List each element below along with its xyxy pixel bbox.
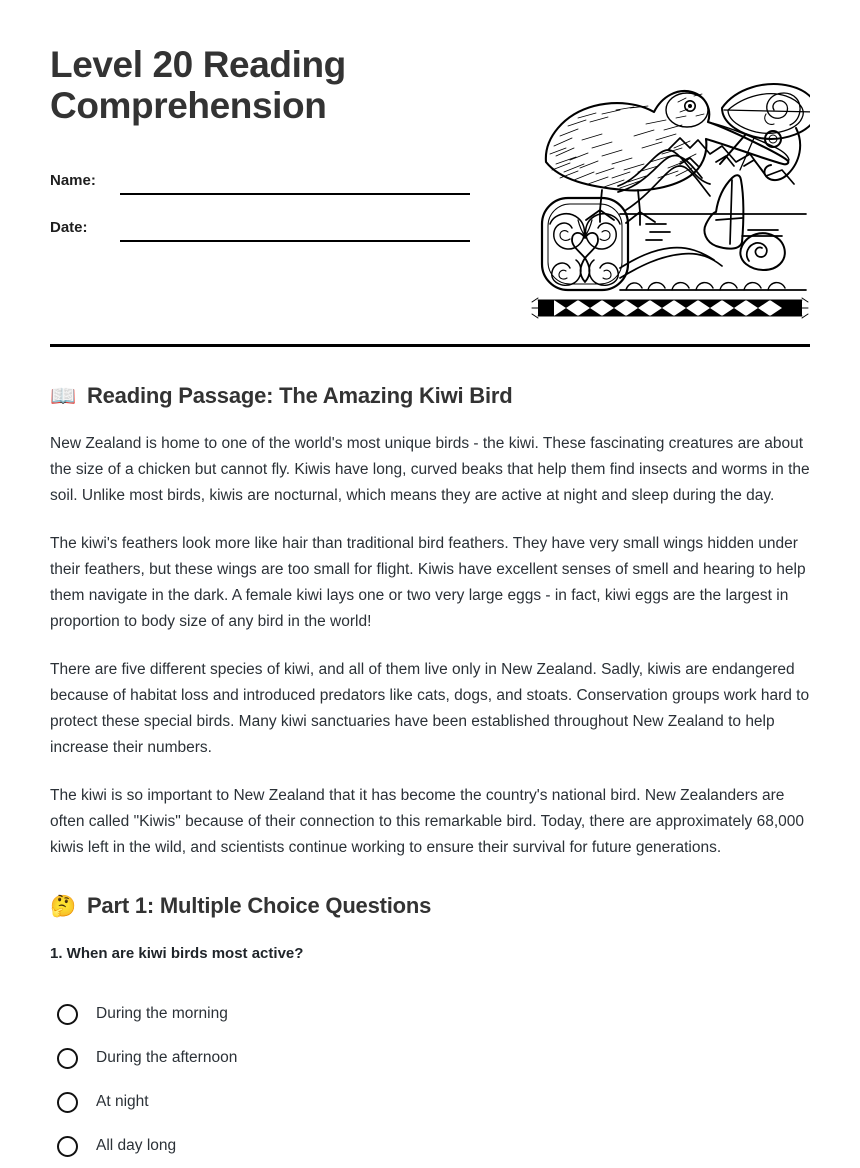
reading-passage-body — [50, 431, 810, 861]
koru-panel — [542, 198, 628, 290]
radio-button-icon[interactable] — [57, 1092, 78, 1113]
date-field-label: Date: — [50, 218, 88, 236]
question-block — [50, 945, 810, 1168]
radio-button-icon[interactable] — [57, 1048, 78, 1069]
radio-button-icon[interactable] — [57, 1136, 78, 1157]
name-input-line[interactable] — [120, 167, 470, 195]
option-label: All day long — [96, 1137, 177, 1155]
date-input-line[interactable] — [120, 214, 470, 242]
worksheet-header — [50, 0, 810, 322]
option-row[interactable] — [50, 1080, 810, 1124]
name-field-row — [50, 161, 470, 195]
thinking-face-icon: 🤔 — [50, 894, 76, 918]
passage-paragraph: The kiwi is so important to New Zealand that it has become the country's national bird. New Zealanders are often called "Kiwis" because of their connection to this remarkable bird. Today, there are approximately 68,000 kiwis left in the wild, and scientists continue working to ensure their survival for future generations. — [50, 787, 804, 857]
taniko-border — [532, 298, 808, 318]
question-1-options — [50, 992, 810, 1168]
passage-paragraph: New Zealand is home to one of the world's most unique birds - the kiwi. These fascinating creatures are about the size of a chicken but cannot fly. Kiwis have long, curved beaks that help them find insects and worms in the soil. Unlike most birds, kiwis are nocturnal, which means they are active at night and sleep during the day. — [50, 435, 810, 505]
date-field-row — [50, 208, 470, 242]
option-row[interactable] — [50, 992, 810, 1036]
open-book-icon: 📖 — [50, 384, 76, 408]
option-label: At night — [96, 1093, 149, 1111]
part1-heading — [50, 893, 810, 919]
page-title: Level 20 Reading Comprehension — [50, 44, 346, 127]
passage-paragraph: There are five different species of kiwi, and all of them live only in New Zealand. Sadly, kiwis are endangered because of habitat loss and introduced predators like cats, dogs, and stoats. Conservation groups work hard to protect these special birds. Many kiwi sanctuaries have been established throughout New Zealand to help increase their numbers. — [50, 661, 810, 757]
option-row[interactable] — [50, 1124, 810, 1168]
part1-heading-text: Part 1: Multiple Choice Questions — [86, 893, 432, 919]
radio-button-icon[interactable] — [57, 1004, 78, 1025]
option-label: During the morning — [96, 1005, 228, 1023]
reading-passage-heading — [50, 383, 810, 409]
option-row[interactable] — [50, 1036, 810, 1080]
name-field-label: Name: — [50, 171, 96, 189]
question-1-text: 1. When are kiwi birds most active? — [50, 945, 304, 963]
kiwi-bird-new-zealand-maori-illustration — [530, 50, 810, 322]
header-left-column — [50, 44, 470, 255]
reading-passage-heading-text: Reading Passage: The Amazing Kiwi Bird — [86, 383, 513, 408]
option-label: During the afternoon — [96, 1049, 238, 1067]
passage-paragraph: The kiwi's feathers look more like hair than traditional bird feathers. They have very small wings hidden under their feathers, but these wings are too small for flight. Kiwis have excellent senses of smell and hearing to help them navigate in the dark. A female kiwi lays one or two very large eggs - in fact, kiwi eggs are the largest in proportion to body size of any bird in the world! — [50, 535, 806, 631]
header-divider — [50, 344, 810, 347]
